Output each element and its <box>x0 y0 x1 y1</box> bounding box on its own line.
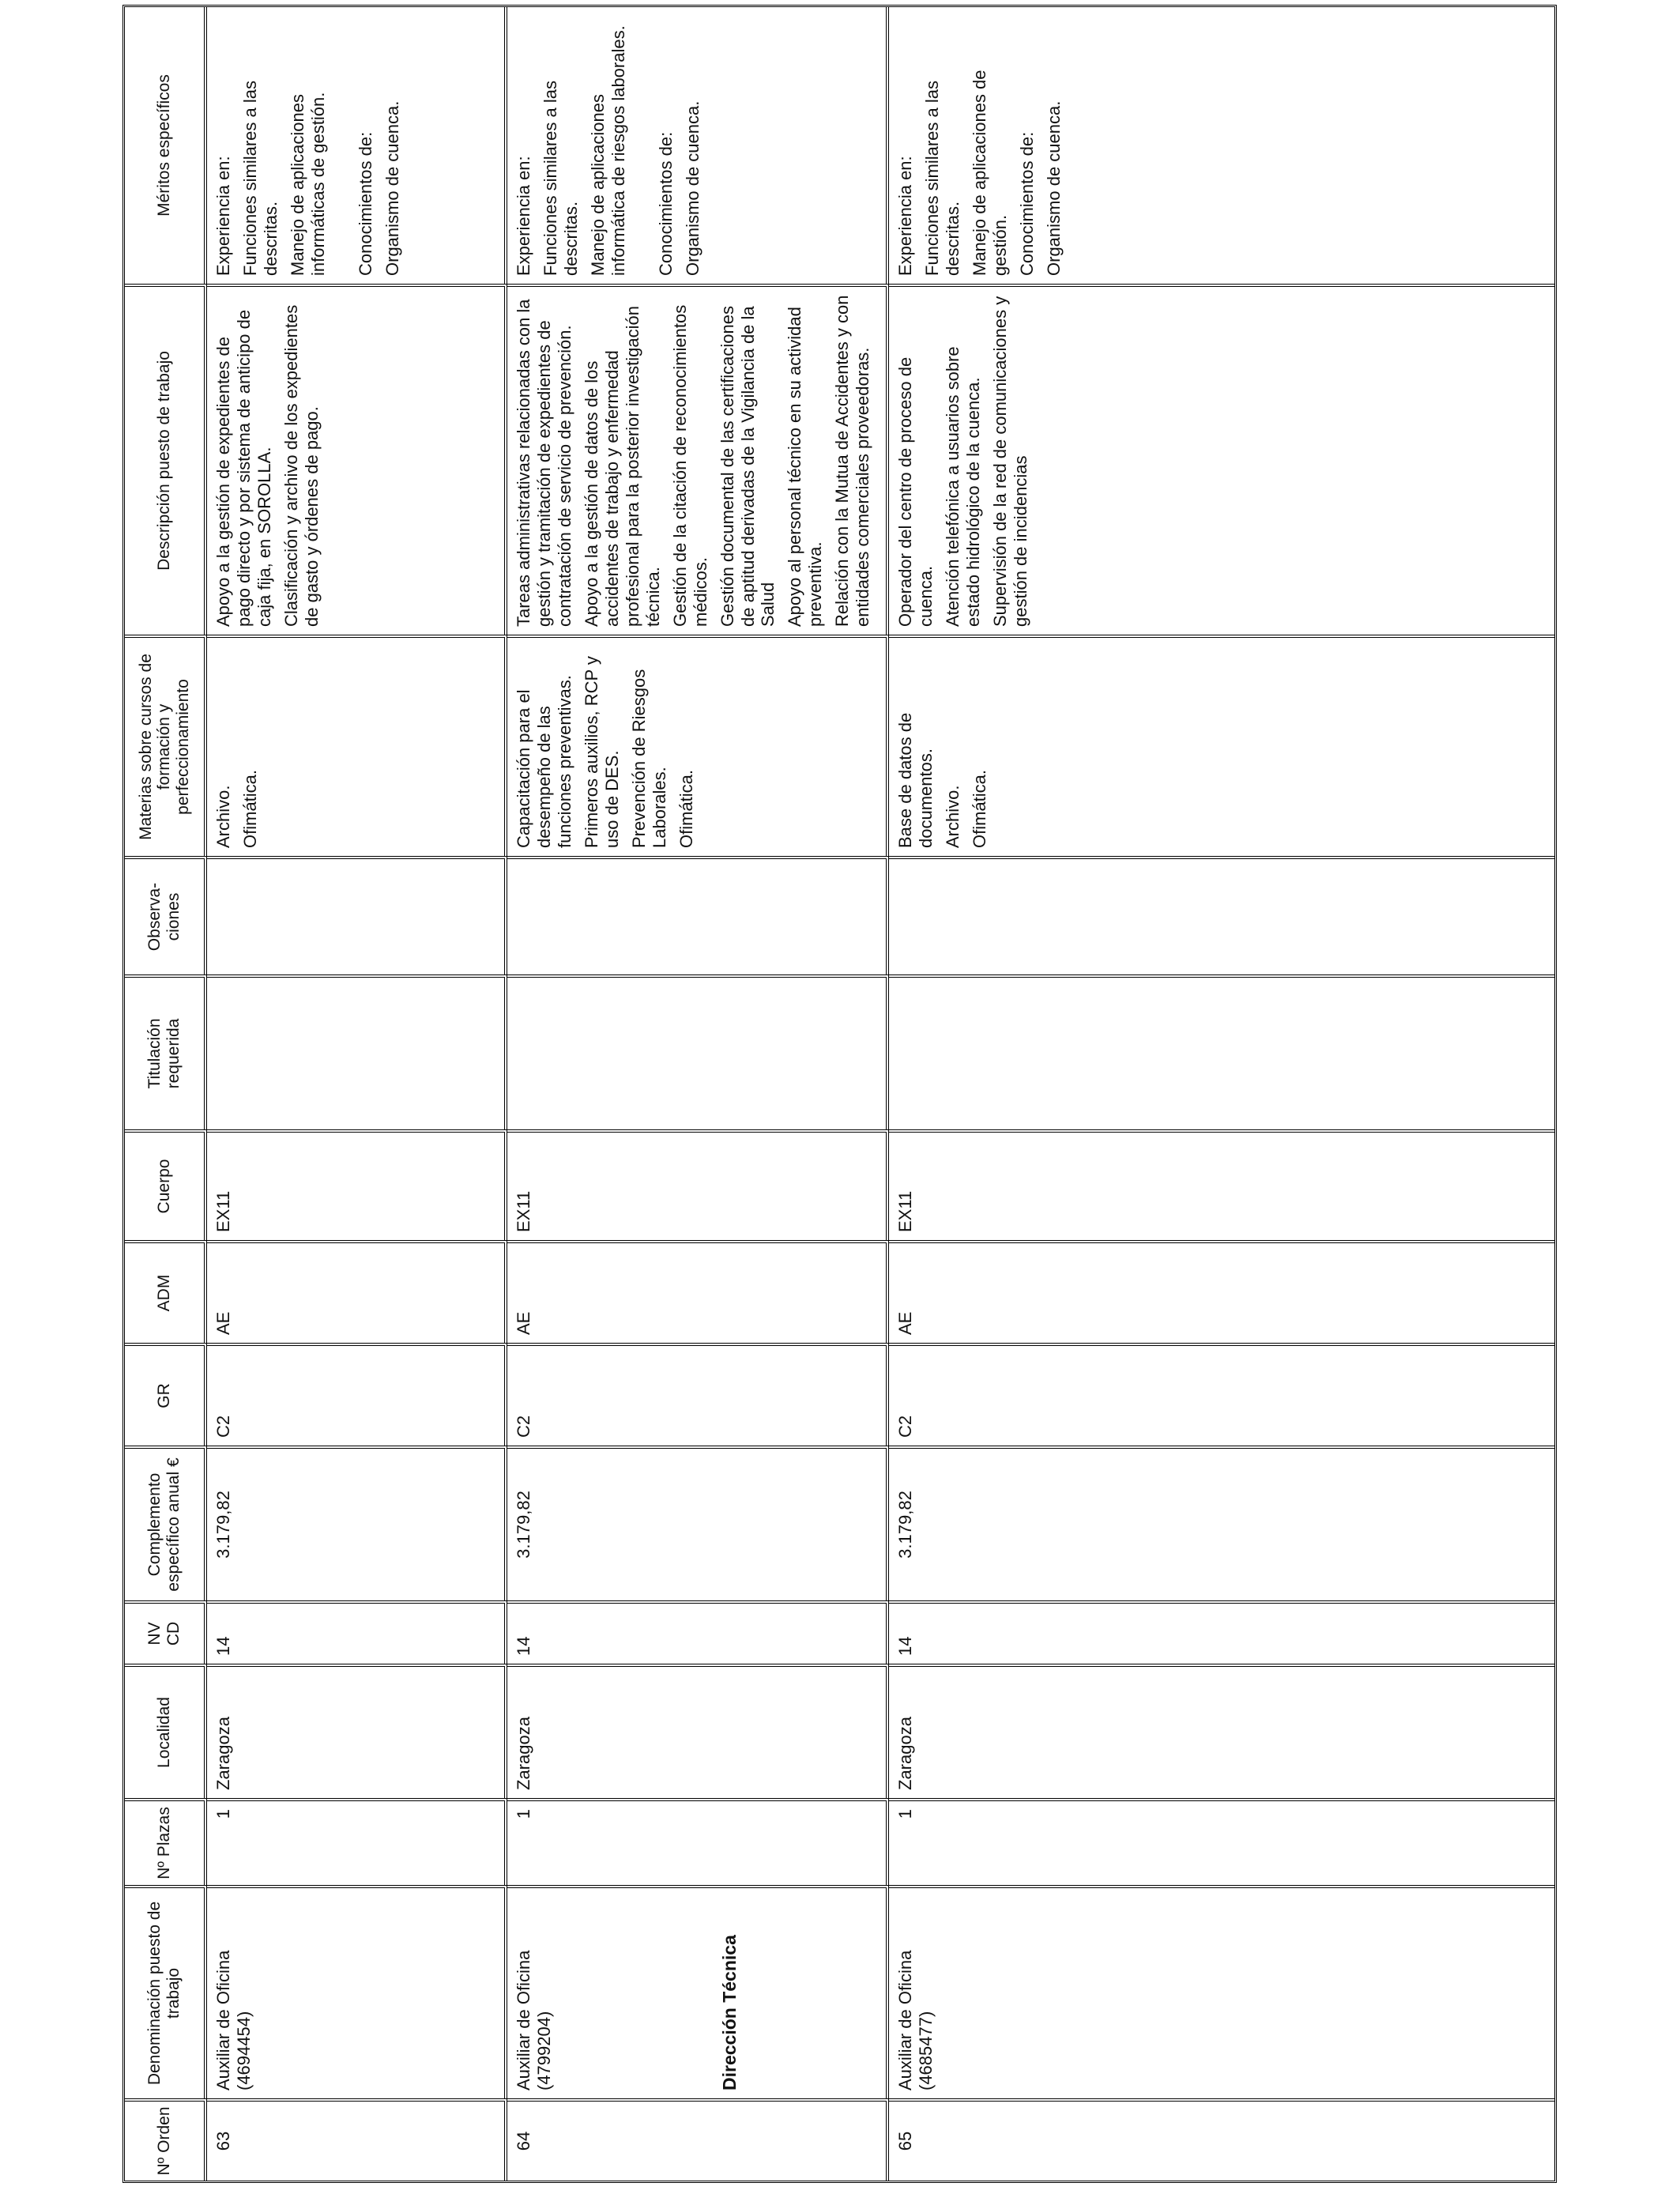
meritos-exp-item: Funciones similares a las descritas. <box>922 81 963 276</box>
header-titulacion: Titulación requerida <box>125 974 207 1129</box>
header-nvcd: NV CD <box>125 1600 207 1664</box>
cell-plazas: 1 <box>207 1798 507 1885</box>
materia-item: Primeros auxilios, RCP y uso de DES. <box>581 656 622 848</box>
descripcion-item: Apoyo a la gestión de expedientes de pago directo y por sistema de anticipo de caja fija, en SOROLLA. <box>213 309 274 627</box>
table-row <box>507 7 889 2181</box>
header-adm: ADM <box>125 1240 207 1343</box>
cell-nvcd: 14 <box>507 1600 889 1664</box>
materia-item: Capacitación para el desempeño de las funciones preventivas. <box>514 675 574 848</box>
materia-item: Archivo. <box>943 785 963 848</box>
cell-gr: C2 <box>889 1343 1554 1446</box>
cell-cuerpo: EX11 <box>507 1129 889 1240</box>
cell-adm: AE <box>507 1240 889 1343</box>
meritos-con-item: Organismo de cuenca. <box>1043 100 1064 276</box>
materia-item: Ofimática. <box>676 769 696 848</box>
cell-gr: C2 <box>507 1343 889 1446</box>
denominacion-text: Auxiliar de Oficina (4799204) <box>514 1950 554 2090</box>
cell-materias <box>207 635 507 856</box>
descripcion-item: Tareas administrativas relacionadas con la gestión y tramitación de expedientes de contratación de servicio de prevención. <box>514 299 574 627</box>
cell-descripcion <box>889 284 1554 635</box>
cell-localidad: Zaragoza <box>889 1664 1554 1798</box>
header-orden: Nº Orden <box>125 2098 207 2181</box>
cell-plazas: 1 <box>507 1798 889 1885</box>
materia-item: Base de datos de documentos. <box>895 712 936 848</box>
table-row <box>207 7 507 2181</box>
meritos-exp-item: Manejo de aplicaciones de gestión. <box>970 70 1011 276</box>
meritos-con-item: Organismo de cuenca. <box>382 100 402 276</box>
descripcion-item: Gestión de la citación de reconocimientos médicos. <box>669 304 710 627</box>
cell-orden: 64 <box>507 2098 889 2181</box>
cell-observaciones <box>889 856 1554 974</box>
descripcion-item: Gestión documental de las certificaciones de aptitud derivadas de la Vigilancia de la Salud <box>717 306 778 627</box>
cell-denominacion: Auxiliar de Oficina (4685477) <box>889 1885 1554 2098</box>
meritos-exp-title: Experiencia en: <box>895 156 916 276</box>
cell-complemento: 3.179,82 <box>889 1446 1554 1600</box>
cell-nvcd: 14 <box>207 1600 507 1664</box>
descripcion-item: Relación con la Mutua de Accidentes y con entidades comerciales proveedoras. <box>832 295 873 627</box>
cell-gr: C2 <box>207 1343 507 1446</box>
meritos-exp-item: Manejo de aplicaciones informática de riesgos laborales. <box>587 25 628 276</box>
header-observaciones: Observa-ciones <box>125 856 207 974</box>
cell-titulacion <box>507 974 889 1129</box>
meritos-exp-item: Funciones similares a las descritas. <box>540 81 581 276</box>
meritos-exp-title: Experiencia en: <box>514 156 533 276</box>
materia-item: Archivo. <box>213 785 233 848</box>
header-denominacion: Denominación puesto de trabajo <box>125 1885 207 2098</box>
header-localidad: Localidad <box>125 1664 207 1798</box>
meritos-con-item: Organismo de cuenca. <box>682 100 703 276</box>
materia-item: Ofimática. <box>970 769 990 848</box>
descripcion-item: Clasificación y archivo de los expedientes de gasto y órdenes de pago. <box>281 304 322 627</box>
meritos-con-title: Conocimientos de: <box>355 131 375 276</box>
descripcion-item: Apoyo a la gestión de datos de los accidentes de trabajo y enfermedad profesional para la posterior investigación técnica. <box>581 305 663 627</box>
cell-denominacion: Auxiliar de Oficina (4694454) <box>207 1885 507 2098</box>
cell-descripcion <box>207 284 507 635</box>
meritos-con-title: Conocimientos de: <box>655 131 676 276</box>
cell-adm: AE <box>207 1240 507 1343</box>
descripcion-item: Operador del centro de proceso de cuenca. <box>895 356 936 627</box>
meritos-exp-item: Funciones similares a las descritas. <box>239 81 281 276</box>
cell-complemento: 3.179,82 <box>207 1446 507 1600</box>
meritos-con-title: Conocimientos de: <box>1017 131 1038 276</box>
cell-orden: 65 <box>889 2098 1554 2181</box>
cell-observaciones <box>507 856 889 974</box>
materia-item: Ofimática. <box>239 769 260 848</box>
cell-meritos <box>889 7 1554 284</box>
header-plazas: Nº Plazas <box>125 1798 207 1885</box>
header-cuerpo: Cuerpo <box>125 1129 207 1240</box>
header-descripcion: Descripción puesto de trabajo <box>125 284 207 635</box>
document-page <box>122 9 1557 2183</box>
cell-materias <box>507 635 889 856</box>
materia-item: Prevención de Riesgos Laborales. <box>628 669 669 848</box>
header-meritos: Méritos específicos <box>125 7 207 284</box>
meritos-exp-title: Experiencia en: <box>213 156 233 276</box>
cell-complemento: 3.179,82 <box>507 1446 889 1600</box>
descripcion-item: Atención telefónica a usuarios sobre estado hidrológico de la cuenca. <box>943 346 984 627</box>
header-gr: GR <box>125 1343 207 1446</box>
job-positions-table <box>122 5 1557 2183</box>
cell-plazas: 1 <box>889 1798 1554 1885</box>
rotated-table-wrapper <box>122 9 1557 2183</box>
cell-adm: AE <box>889 1240 1554 1343</box>
cell-meritos <box>207 7 507 284</box>
header-complemento: Complemento específico anual € <box>125 1446 207 1600</box>
cell-orden: 63 <box>207 2098 507 2181</box>
cell-denominacion <box>507 1885 889 2098</box>
descripcion-item: Apoyo al personal técnico en su actividad preventiva. <box>785 307 826 627</box>
cell-cuerpo: EX11 <box>207 1129 507 1240</box>
section-heading: Dirección Técnica <box>718 1935 740 2090</box>
cell-titulacion <box>889 974 1554 1129</box>
cell-titulacion <box>207 974 507 1129</box>
cell-localidad: Zaragoza <box>507 1664 889 1798</box>
cell-nvcd: 14 <box>889 1600 1554 1664</box>
cell-cuerpo: EX11 <box>889 1129 1554 1240</box>
cell-meritos <box>507 7 889 284</box>
descripcion-item: Supervisión de la red de comunicaciones y gestión de incidencias <box>990 296 1031 627</box>
meritos-exp-item: Manejo de aplicaciones informáticas de gestión. <box>287 92 328 276</box>
table-row <box>889 7 1554 2181</box>
cell-materias <box>889 635 1554 856</box>
cell-descripcion <box>507 284 889 635</box>
cell-observaciones <box>207 856 507 974</box>
header-row <box>125 7 207 2181</box>
header-materias: Materias sobre cursos de formación y perfeccionamiento <box>125 635 207 856</box>
cell-localidad: Zaragoza <box>207 1664 507 1798</box>
